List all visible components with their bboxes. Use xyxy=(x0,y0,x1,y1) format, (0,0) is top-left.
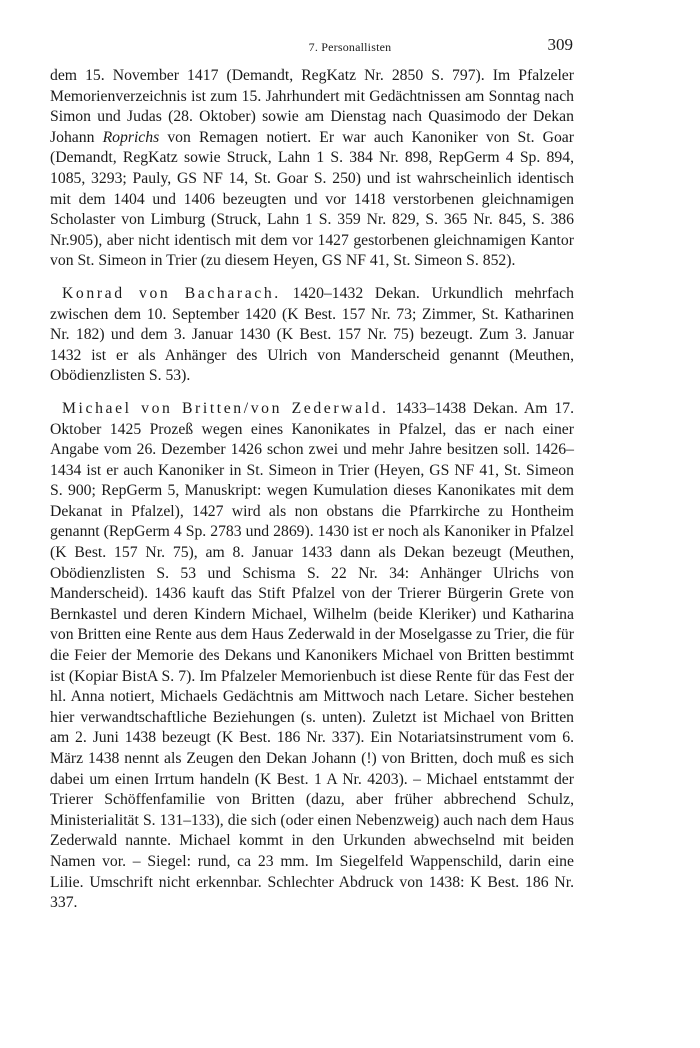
paragraph-text: dem 15. November 1417 (Demandt, RegKatz Nr. 2850 S. 797). Im Pfalzeler Memorienverzeichnis ist zum 15. Jahrhundert mit Gedächtnissen am Sonntag nach Simon und Judas (28. Oktober) sowie am Dienstag nach Quasimodo der Dekan Johann xyxy=(50,67,574,146)
paragraph-roprichs-continuation xyxy=(50,66,574,272)
entry-text: 1420–1432 Dekan. Urkundlich mehrfach zwischen dem 10. September 1420 (K Best. 157 Nr. 73; Zimmer, St. Katharinen Nr. 182) und dem 3. Januar 1430 (K Best. 157 Nr. 75) bezeugt. Zum 3. Januar 1432 ist er als Anhänger des Ulrich von Manderscheid genannt (Meuthen, Obödienzlisten S. 53). xyxy=(50,284,574,385)
entry-michael-von-britten xyxy=(50,399,574,914)
running-title: 7. Personallisten xyxy=(308,40,392,54)
entry-text: 1433–1438 Dekan. Am 17. Oktober 1425 Prozeß wegen eines Kanonikates in Pfalzel, das er nach einer Angabe vom 26. Dezember 1426 schon zwei und mehr Jahre besitzen soll. 1426–1434 ist er auch Kanoniker in St. Simeon in Trier (Heyen, GS NF 41, St. Simeon S. 900; RepGerm 5, Manuskript: wegen Kumulation dieses Kanonikates mit dem Dekanat in Pfalzel), 1427 wird als non obstans die Pfarrkirche zu Hontheim genannt (RepGerm 4 Sp. 2783 und 2869). 1430 ist er noch als Kanoniker in Pfalzel (K Best. 157 Nr. 75), am 8. Januar 1433 dann als Dekan bezeugt (Meuthen, Obödienzlisten S. 53 und Schisma S. 22 Nr. 34: Anhänger Ulrichs von Manderscheid). 1436 kauft das Stift Pfalzel von der Trierer Bürgerin Grete von Bernkastel und deren Kindern Michael, Wilhelm (beide Kleriker) und Katharina von Britten eine Rente aus dem Haus Zederwald in der Moselgasse zu Trier, die für die Feier der Memorie des Dekans und Kanonikers Michael von Britten bestimmt ist (Kopiar BistA S. 7). Im Pfalzeler Memorienbuch ist diese Rente für das Fest der hl. Anna notiert, Michaels Gedächtnis am Mittwoch nach Letare. Sicher bestehen hier verwandtschaftliche Beziehungen (s. unten). Zuletzt ist Michael von Britten am 2. Juni 1438 bezeugt (K Best. 186 Nr. 337). Ein Notariatsinstrument vom 6. März 1438 nennt als Zeugen den Dekan Johann (!) von Britten, doch muß es sich dabei um einen Irrtum handeln (K Best. 1 A Nr. 4203). – Michael entstammt der Trierer Schöffenfamilie von Britten (dazu, aber früher abbrechend Schulz, Ministerialität S. 131–133), die sich (oder einen Nebenzweig) auch nach dem Haus Zederwald nannte. Michael kommt in den Urkunden abwechselnd mit beiden Namen vor. – Siegel: rund, ca 23 mm. Im Siegelfeld Wappenschild, darin eine Lilie. Umschrift nicht erkennbar. Schlechter Abdruck von 1438: K Best. 186 Nr. 337. xyxy=(50,399,575,912)
entry-konrad-von-bacharach xyxy=(50,284,574,387)
page-number: 309 xyxy=(547,35,573,54)
body-text xyxy=(50,66,574,926)
entry-name: Konrad von Bacharach. xyxy=(62,284,281,302)
entry-name: Michael von Britten/von Zederwald. xyxy=(62,399,389,417)
italic-name: Roprichs xyxy=(102,128,160,146)
paragraph-text-continued: von Remagen notiert. Er war auch Kanoniker von St. Goar (Demandt, RegKatz sowie Struck, Lahn 1 S. 384 Nr. 898, RepGerm 4 Sp. 894, 1085, 3293; Pauly, GS NF 14, St. Goar S. 250) und ist wahrscheinlich identisch mit dem 1404 und 1406 bezeugten und vor 1418 verstorbenen gleichnamigen Scholaster von Limburg (Struck, Lahn 1 S. 359 Nr. 829, S. 365 Nr. 845, S. 386 Nr.905), aber nicht identisch mit dem vor 1427 gestorbenen gleichnamigen Kantor von St. Simeon in Trier (zu diesem Heyen, GS NF 41, St. Simeon S. 852). xyxy=(50,128,574,270)
